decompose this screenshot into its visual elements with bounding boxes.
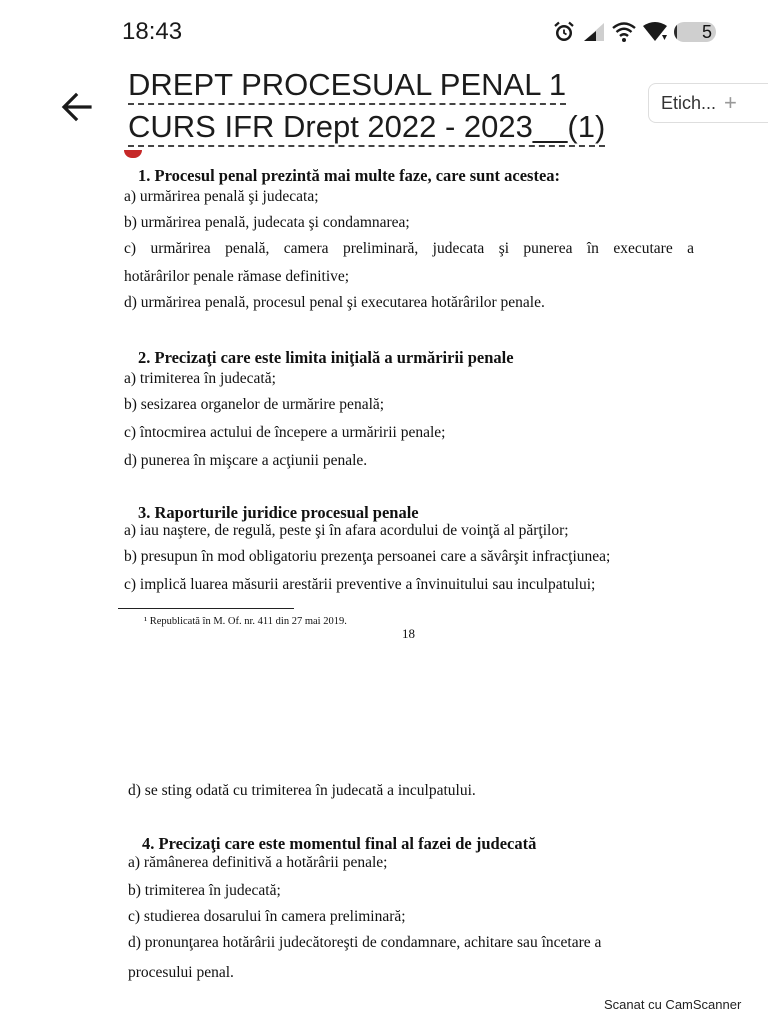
question-3-answer-d: d) se sting odată cu trimiterea în judecată a inculpatului. [128,782,476,799]
question-1-answer-b: b) urmărirea penală, judecata şi condamnarea; [124,214,410,231]
question-2-answer-c: c) întocmirea actului de începere a urmăririi penale; [124,424,446,441]
add-tag-icon[interactable]: + [724,90,737,115]
question-4-answer-b: b) trimiterea în judecată; [128,882,281,899]
question-2-answer-d: d) punerea în mişcare a acţiunii penale. [124,452,368,469]
question-4-answer-c: c) studierea dosarului în camera preliminară; [128,908,406,925]
battery-level-text: 5 [701,22,712,42]
question-4-title: 4. Precizaţi care este momentul final al fazei de judecată [142,834,537,853]
question-1-answer-c: c) urmărirea penală, camera preliminară, judecata şi punerea în executare a [124,240,694,257]
question-2-answer-a: a) trimiterea în judecată; [124,370,276,387]
question-3-answer-c: c) implică luarea măsurii arestării preventive a învinuitului sau inculpatului; [124,576,596,593]
question-1-answer-a: a) urmărirea penală şi judecata; [124,188,319,205]
question-3-answer-b: b) presupun în mod obligatoriu prezenţa persoanei care a săvârşit infracţiunea; [124,548,611,565]
question-3-title: 3. Raporturile juridice procesual penale [138,503,419,522]
question-2-title: 2. Precizaţi care este limita iniţială a urmăririi penale [138,348,514,367]
document-title-line2: CURS IFR Drept 2022 - 2023__(1) [128,109,605,147]
question-1-title: 1. Procesul penal prezintă mai multe faze, care sunt acestea: [138,166,561,185]
question-4-answer-a: a) rămânerea definitivă a hotărârii penale; [128,854,388,871]
footnote: ¹ Republicată în M. Of. nr. 411 din 27 mai 2019. [144,616,347,627]
question-4-answer-d-continued: procesului penal. [128,964,234,981]
question-1-answer-d: d) urmărirea penală, procesul penal şi executarea hotărârilor penale. [124,294,545,311]
question-2-answer-b: b) sesizarea organelor de urmărire penală; [124,396,385,413]
scanner-watermark: Scanat cu CamScanner [604,997,742,1012]
footnote-rule [118,608,294,609]
page-number: 18 [402,626,415,641]
tag-chip-label: Etich... [661,92,717,113]
status-time: 18:43 [122,18,183,45]
document-title-line1: DREPT PROCESUAL PENAL 1 [128,67,566,105]
question-4-answer-d: d) pronunţarea hotărârii judecătoreşti de condamnare, achitare sau încetare a [128,934,602,951]
question-3-answer-a: a) iau naştere, de regulă, peste şi în afara acordului de voinţă al părţilor; [124,522,569,539]
question-1-answer-c-continued: hotărârilor penale rămase definitive; [124,268,350,285]
